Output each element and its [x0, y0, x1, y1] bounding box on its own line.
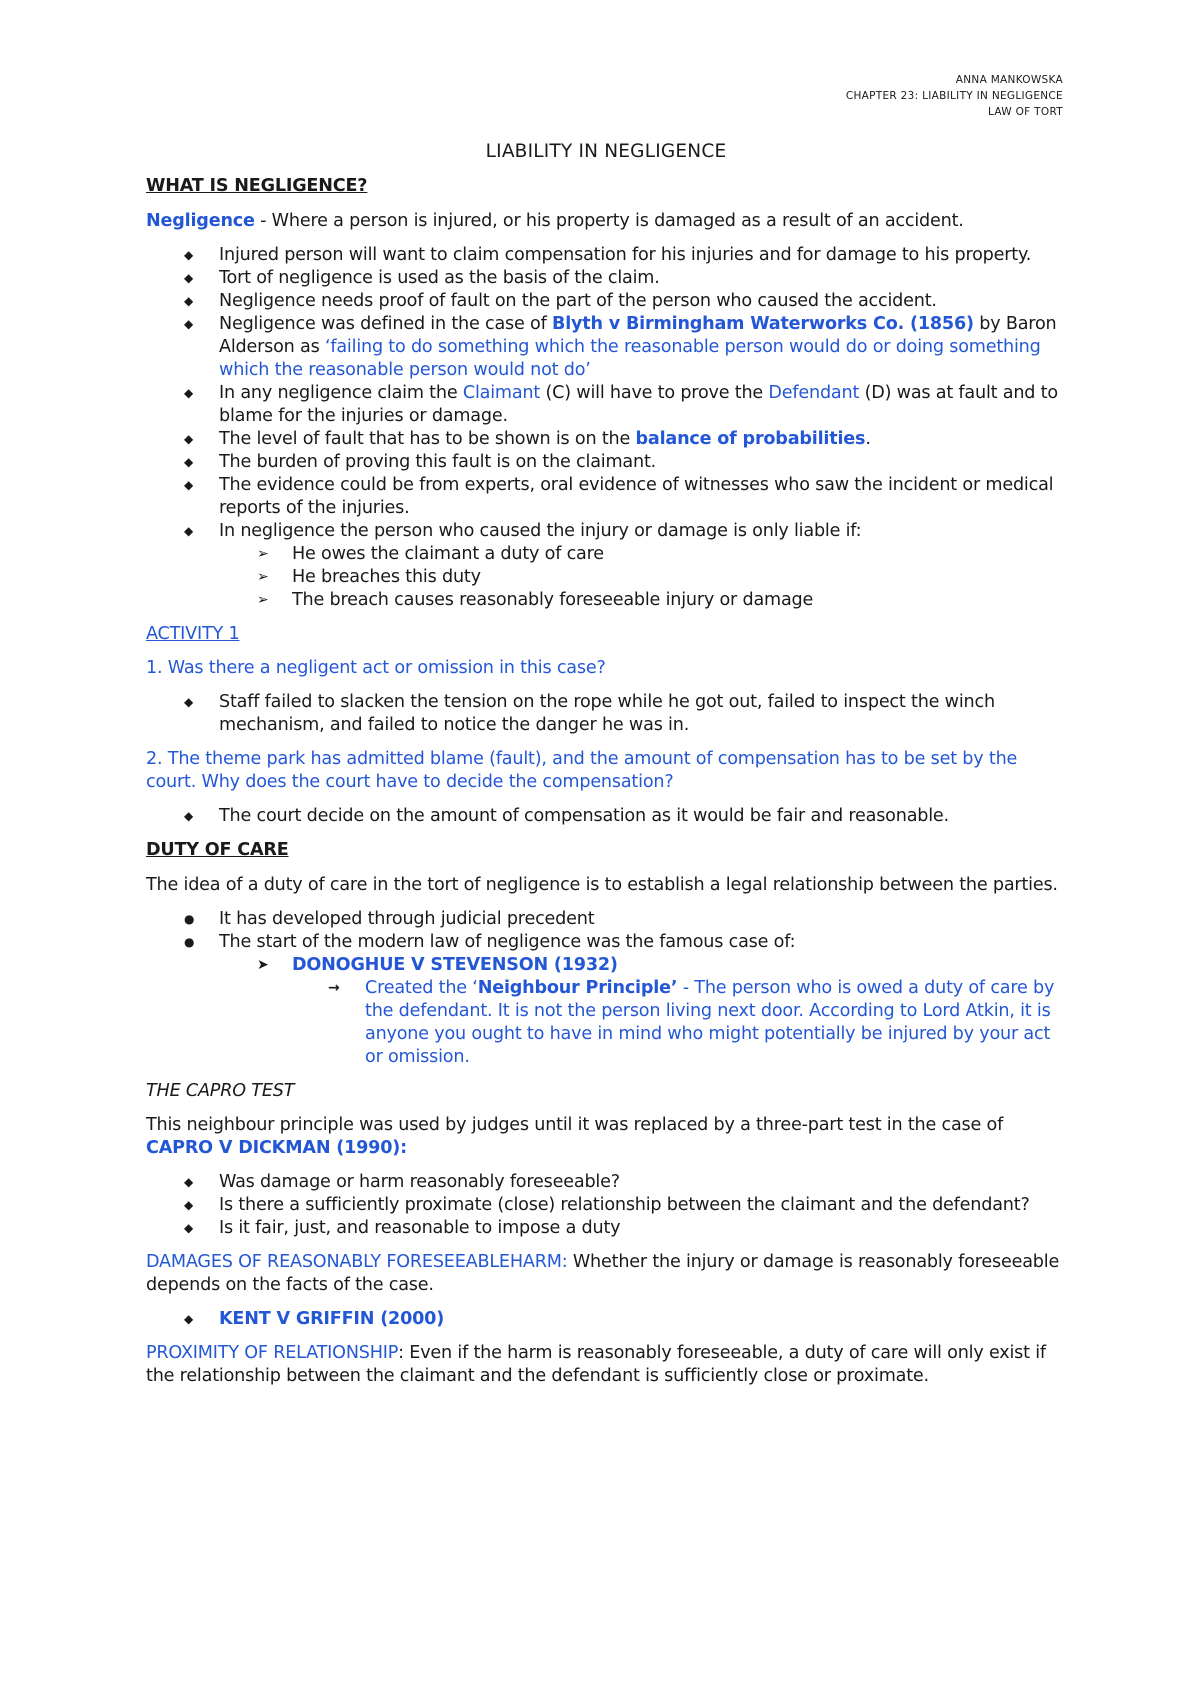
damages-label: DAMAGES OF REASONABLY FORESEEABLEHARM:	[146, 1252, 568, 1272]
bullet-dot-icon: ◆	[184, 248, 194, 262]
section-heading-duty-of-care: DUTY OF CARE	[146, 840, 289, 860]
case-name: Blyth v Birmingham Waterworks Co. (1856)	[552, 314, 974, 334]
list-item: ◆ In any negligence claim the Claimant (C) will have to prove the Defendant (D) was at fault and to blame for the injuries or damage.	[184, 383, 1058, 426]
activity-answer-1-list	[146, 691, 1066, 737]
document-title: LIABILITY IN NEGLIGENCE	[485, 141, 727, 162]
section-heading-what-is: WHAT IS NEGLIGENCE?	[146, 176, 368, 196]
neighbour-principle-list	[292, 977, 1066, 1069]
bullet-dot-icon: ◆	[184, 695, 194, 709]
list-item	[146, 1308, 1066, 1331]
bullet-dot-icon: ◆	[184, 271, 194, 285]
case-name: KENT V GRIFFIN (2000)	[219, 1309, 445, 1329]
list-item: ◆ Was damage or harm reasonably foreseeable?	[184, 1172, 620, 1192]
list-item: ◆ Negligence was defined in the case of Blyth v Birmingham Waterworks Co. (1856) by Baron Alderson as ‘failing to do something which the reasonable person would do or doing something which the reasonable person would not do’	[184, 314, 1057, 380]
damages-case-list	[146, 1308, 1066, 1331]
bullet-dot-icon: ◆	[184, 1175, 194, 1189]
header-author: ANNA MANKOWSKA	[955, 74, 1063, 86]
negligence-bullet-list	[146, 244, 1066, 612]
bullet-dot-icon: ◆	[184, 478, 194, 492]
case-name: CAPRO V DICKMAN (1990):	[146, 1138, 407, 1158]
bullet-dot-icon: ◆	[184, 432, 194, 446]
capro-intro: This neighbour principle was used by judges until it was replaced by a three-part test in the case of CAPRO V DICKMAN (1990):	[146, 1115, 1004, 1158]
term-defendant: Defendant	[768, 383, 860, 403]
list-item: ● It has developed through judicial precedent	[184, 909, 595, 929]
list-item	[219, 954, 1066, 1069]
duty-intro: The idea of a duty of care in the tort of negligence is to establish a legal relationship between the parties.	[146, 875, 1058, 895]
running-header	[846, 72, 1063, 120]
list-item: ➢ He owes the claimant a duty of care	[257, 544, 604, 564]
document-body	[146, 140, 1066, 1399]
case-name: DONOGHUE V STEVENSON (1932)	[292, 955, 618, 975]
bullet-dot-icon: ◆	[184, 1198, 194, 1212]
list-item: ◆ The burden of proving this fault is on the claimant.	[184, 452, 657, 472]
activity-answer-2-list	[146, 805, 1066, 828]
bullet-dot-icon: ◆	[184, 294, 194, 308]
bullet-dot-icon: ◆	[184, 386, 194, 400]
liability-conditions-list	[219, 543, 1066, 612]
list-item: ◆ Staff failed to slacken the tension on the rope while he got out, failed to inspect the winch mechanism, and failed to notice the danger he was in.	[184, 692, 995, 735]
list-item: ◆ Injured person will want to claim compensation for his injuries and for damage to his property.	[184, 245, 1032, 265]
damages-paragraph: DAMAGES OF REASONABLY FORESEEABLEHARM: Whether the injury or damage is reasonably foreseeable depends on the facts of the case.	[146, 1252, 1060, 1295]
list-item: ◆ In negligence the person who caused the injury or damage is only liable if: ➢ He owes the claimant a duty of care ➢ He breaches this duty ➢ The breach causes reasonably foreseeable injury or damage	[146, 520, 1066, 612]
right-arrow-icon: →	[328, 980, 340, 996]
bullet-dot-icon: ●	[184, 935, 195, 949]
bullet-dot-icon: ◆	[184, 455, 194, 469]
bullet-dot-icon: ◆	[184, 317, 194, 331]
list-item: ➢ He breaches this duty	[257, 567, 481, 587]
header-chapter: CHAPTER 23: LIABILITY IN NEGLIGENCE	[845, 90, 1063, 102]
bullet-dot-icon: ◆	[184, 1221, 194, 1235]
negligence-definition-text: - Where a person is injured, or his property is damaged as a result of an accident.	[254, 211, 964, 231]
header-subject: LAW OF TORT	[988, 106, 1063, 118]
bullet-dot-icon: ◆	[184, 809, 194, 823]
list-item: ◆ Tort of negligence is used as the basis of the claim.	[184, 268, 660, 288]
list-item: → Created the ‘Neighbour Principle’ - The person who is owed a duty of care by the defendant. It is not the person living next door. According to Lord Atkin, it is anyone you ought to have in mind who might potentially be injured by your act or omission.	[328, 978, 1055, 1067]
quote: ‘failing to do something which the reasonable person would do or doing something which the reasonable person would not do’	[219, 337, 1041, 380]
proximity-label: PROXIMITY OF RELATIONSHIP	[146, 1343, 399, 1363]
list-item: ◆ Negligence needs proof of fault on the part of the person who caused the accident.	[184, 291, 937, 311]
activity-heading: ACTIVITY 1	[146, 624, 240, 644]
list-item: ◆ Is it fair, just, and reasonable to impose a duty	[184, 1218, 621, 1238]
term-claimant: Claimant	[462, 383, 541, 403]
capro-bullet-list	[146, 1171, 1066, 1240]
term-neighbour-principle: Neighbour Principle’	[477, 978, 678, 998]
negligence-term: Negligence	[146, 211, 255, 231]
duty-bullet-list	[146, 908, 1066, 1069]
list-item: ➢ The breach causes reasonably foreseeable injury or damage	[257, 590, 814, 610]
bullet-dot-icon: ◆	[184, 1312, 194, 1326]
term-balance-of-probabilities: balance of probabilities	[635, 429, 866, 449]
list-item: ◆ The court decide on the amount of compensation as it would be fair and reasonable.	[184, 806, 949, 826]
arrowhead-icon: ➤	[257, 957, 269, 973]
list-item: ◆ The level of fault that has to be shown is on the balance of probabilities.	[184, 429, 871, 449]
list-item: ● The start of the modern law of negligence was the famous case of: ➤ DONOGHUE V STEVENSON (1932) → Created the ‘Neighbour Principle’ - The person who is owed a duty of care by the defendant. It is not the person living next door. According to Lord Atkin, it is anyone you ought to have in mind who might potentially be injured by your act or omission.	[146, 931, 1066, 1069]
bullet-dot-icon: ◆	[184, 524, 194, 538]
list-item: ◆ The evidence could be from experts, oral evidence of witnesses who saw the incident or medical reports of the injuries.	[184, 475, 1054, 518]
arrowhead-icon: ➢	[257, 546, 269, 562]
proximity-paragraph: PROXIMITY OF RELATIONSHIP: Even if the harm is reasonably foreseeable, a duty of care will only exist if the relationship between the claimant and the defendant is sufficiently close or proximate.	[146, 1343, 1046, 1386]
arrowhead-icon: ➢	[257, 592, 269, 608]
bullet-dot-icon: ●	[184, 912, 195, 926]
negligence-definition	[146, 210, 1066, 233]
duty-case-list	[219, 954, 1066, 1069]
capro-heading: THE CAPRO TEST	[146, 1081, 295, 1101]
activity-question-2: 2. The theme park has admitted blame (fault), and the amount of compensation has to be set by the court. Why does the court have to decide the compensation?	[146, 749, 1018, 792]
activity-question-1: 1. Was there a negligent act or omission in this case?	[146, 658, 606, 678]
arrowhead-icon: ➢	[257, 569, 269, 585]
list-item: ◆ Is there a sufficiently proximate (close) relationship between the claimant and the defendant?	[184, 1195, 1030, 1215]
